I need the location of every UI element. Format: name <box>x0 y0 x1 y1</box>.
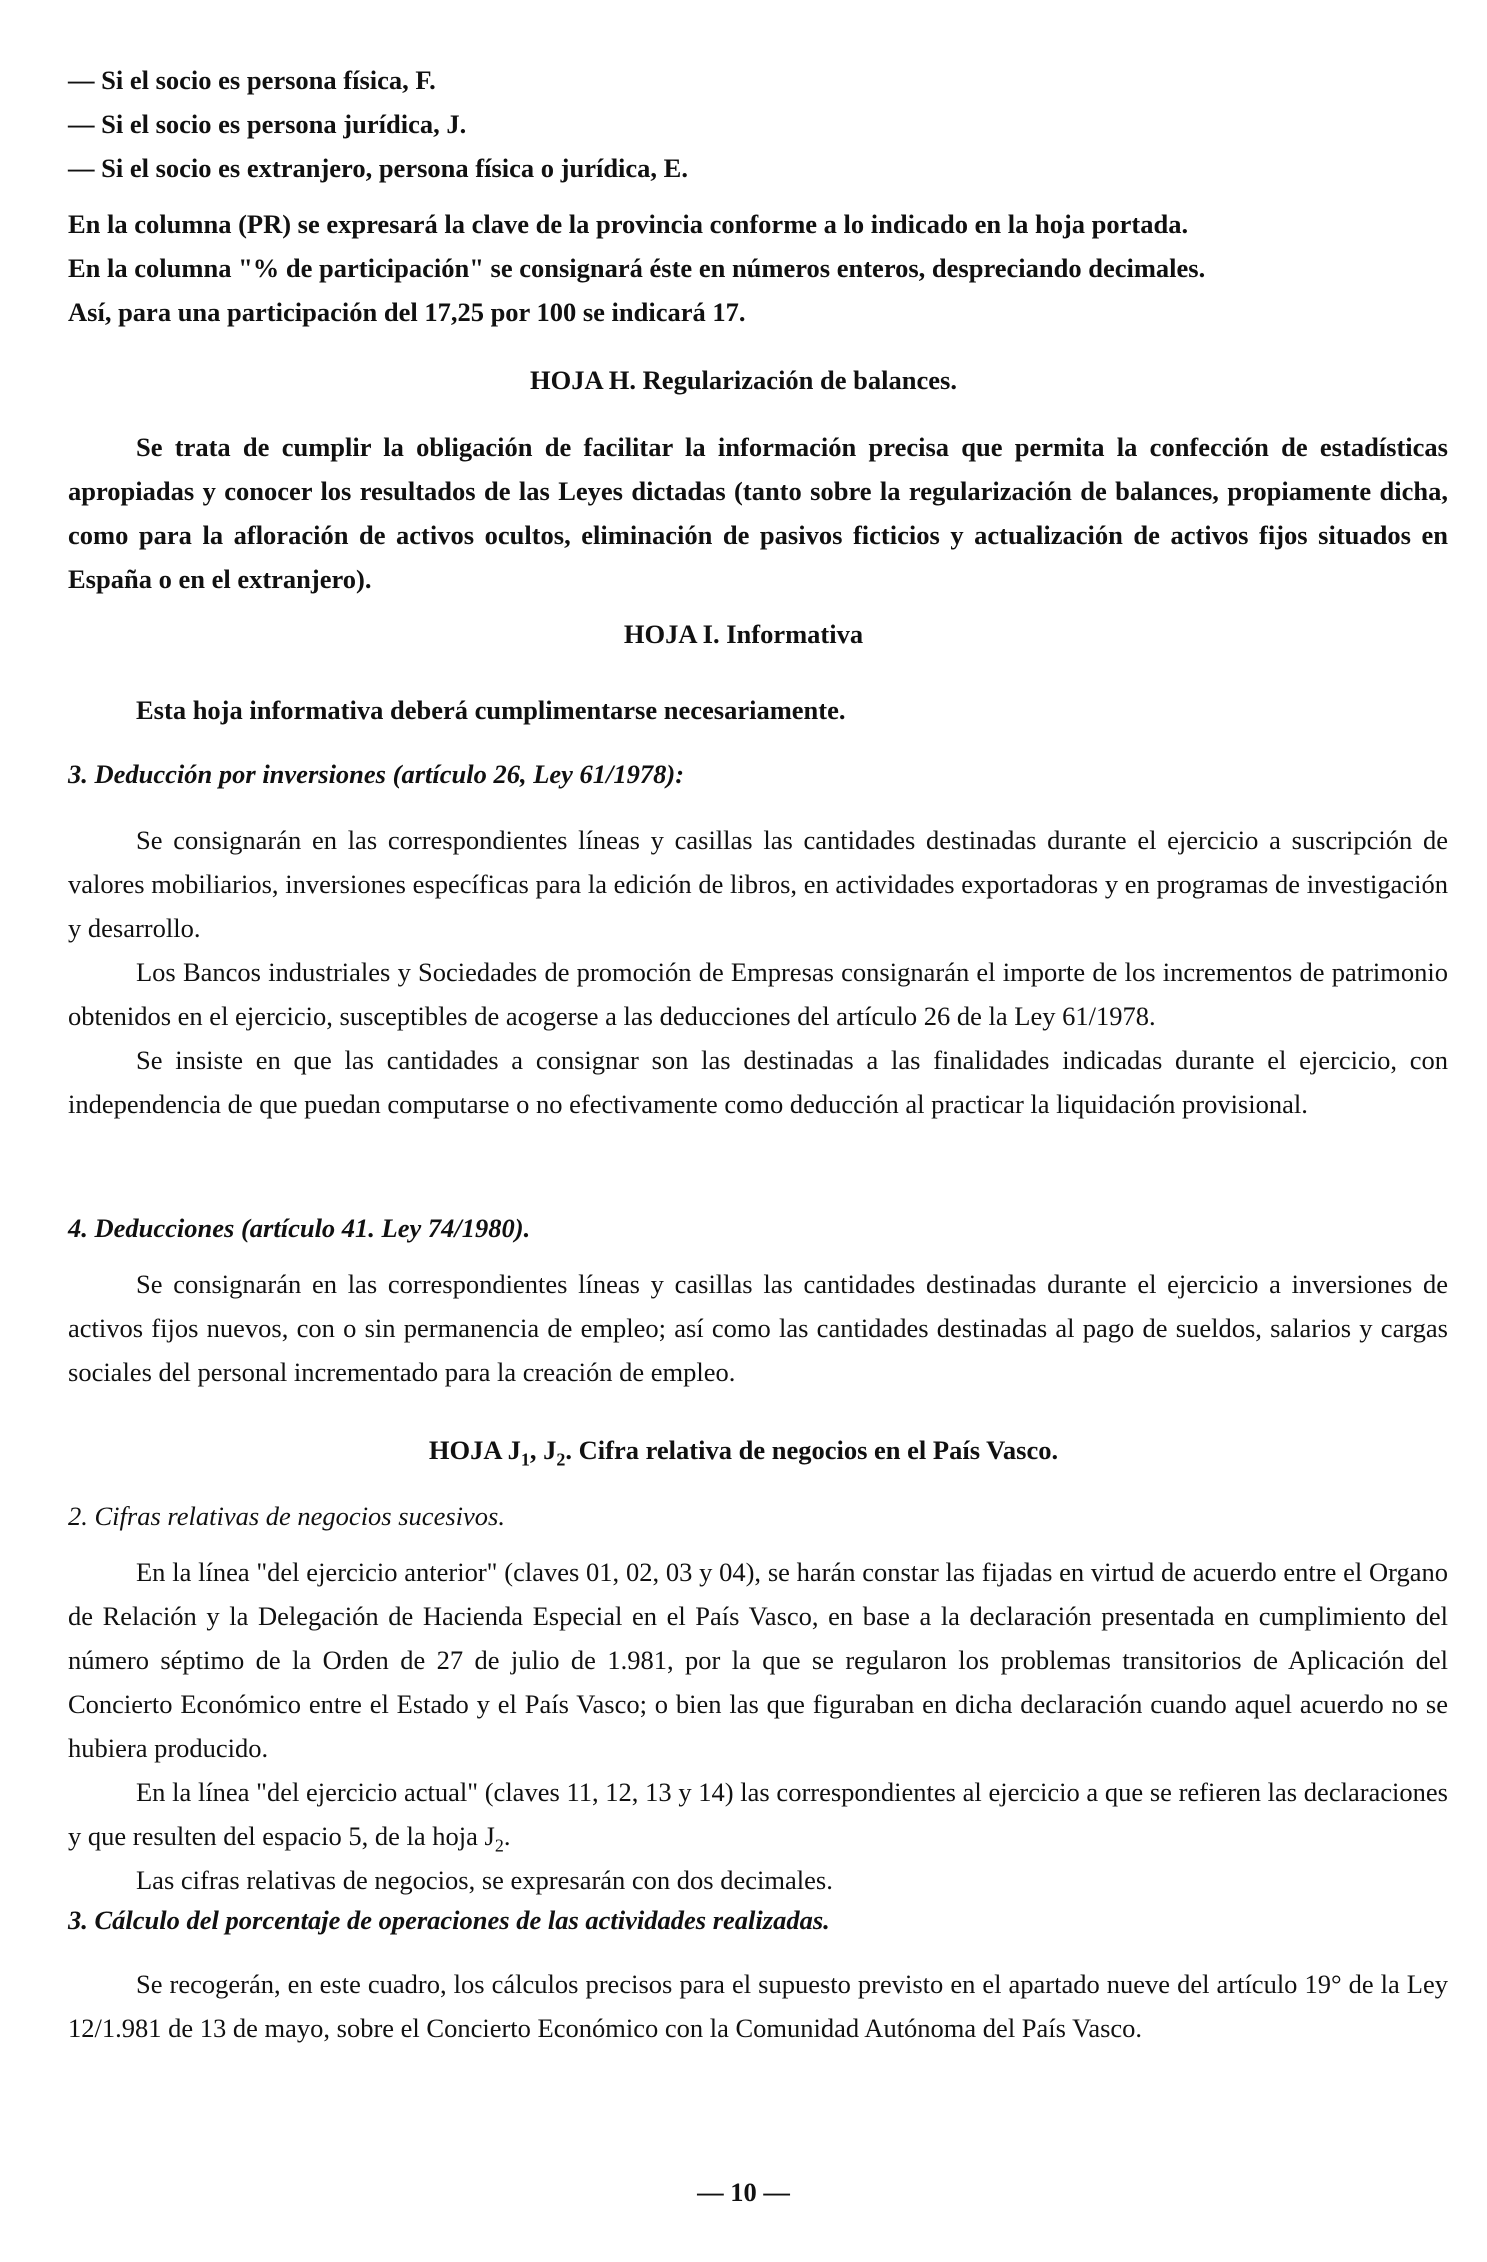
section-2-body <box>68 1550 1448 1902</box>
section-3-paragraph-2: Los Bancos industriales y Sociedades de promoción de Empresas consignarán el importe de los incrementos de patrimonio obtenidos en el ejercicio, susceptibles de acogerse a las deducciones del artículo 26 de la Ley 61/1978. <box>68 957 1448 1031</box>
section-4-heading: 4. Deducciones (artículo 41. Ley 74/1980). <box>68 1213 531 1243</box>
hoja-i-paragraph: Esta hoja informativa deberá cumplimentarse necesariamente. <box>136 695 846 725</box>
page-number: — 10 — <box>697 2177 790 2207</box>
list-item: — Si el socio es persona jurídica, J. <box>68 109 467 139</box>
list-item: — Si el socio es extranjero, persona física o jurídica, E. <box>68 153 688 183</box>
section-2-paragraph-2: En la línea "del ejercicio actual" (claves 11, 12, 13 y 14) las correspondientes al ejercicio a que se refieren las declaraciones y que resulten del espacio 5, de la hoja $J_2$. <box>68 1777 1448 1856</box>
hoja-i-heading: HOJA I. Informativa <box>623 619 864 649</box>
hoja-j-heading: HOJA $J_1$, $J_2$. Cifra relativa de negocios en el País Vasco. <box>428 1435 1059 1470</box>
hoja-h-heading: HOJA H. Regularización de balances. <box>530 365 957 395</box>
section-3-heading: 3. Deducción por inversiones (artículo 26, Ley 61/1978): <box>68 759 685 789</box>
section-2-paragraph-3: Las cifras relativas de negocios, se expresarán con dos decimales. <box>136 1865 833 1895</box>
section-3-body <box>68 818 1448 1126</box>
paragraph-participation: En la columna "% de participación" se consignará éste en números enteros, despreciando decimales. <box>68 253 1206 283</box>
hoja-h-paragraph: Se trata de cumplir la obligación de facilitar la información precisa que permita la confección de estadísticas apropiadas y conocer los resultados de las Leyes dictadas (tanto sobre la regularización de balances, propiamente dicha, como para la afloración de activos ocultos, eliminación de pasivos ficticios y actualización de activos fijos situados en España o en el extranjero). <box>68 432 1448 594</box>
section-3-paragraph-3: Se insiste en que las cantidades a consignar son las destinadas a las finalidades indicadas durante el ejercicio, con independencia de que puedan computarse o no efectivamente como deducción al practicar la liquidación provisional. <box>68 1045 1448 1119</box>
section-3b-paragraph: Se recogerán, en este cuadro, los cálculos precisos para el supuesto previsto en el apartado nueve del artículo 19° de la Ley 12/1.981 de 13 de mayo, sobre el Concierto Económico con la Comunidad Autónoma del País Vasco. <box>68 1969 1448 2043</box>
list-item: — Si el socio es persona física, F. <box>68 65 436 95</box>
section-3b-heading: 3. Cálculo del porcentaje de operaciones de las actividades realizadas. <box>68 1905 830 1935</box>
socio-type-list <box>68 58 1448 190</box>
section-2-paragraph-1: En la línea "del ejercicio anterior" (claves 01, 02, 03 y 04), se harán constar las fijadas en virtud de acuerdo entre el Organo de Relación y la Delegación de Hacienda Especial en el País Vasco, en base a la declaración presentada en cumplimiento del número séptimo de la Orden de 27 de julio de 1.981, por la que se regularon los problemas transitorios de Aplicación del Concierto Económico entre el Estado y el País Vasco; o bien las que figuraban en dicha declaración cuando aquel acuerdo no se hubiera producido. <box>68 1557 1448 1763</box>
paragraph-participation-example: Así, para una participación del 17,25 por 100 se indicará 17. <box>68 297 746 327</box>
paragraph-pr: En la columna (PR) se expresará la clave de la provincia conforme a lo indicado en la hoja portada. <box>68 209 1189 239</box>
section-3-paragraph-1: Se consignarán en las correspondientes líneas y casillas las cantidades destinadas durante el ejercicio a suscripción de valores mobiliarios, inversiones específicas para la edición de libros, en actividades exportadoras y en programas de investigación y desarrollo. <box>68 825 1448 943</box>
section-2-heading: 2. Cifras relativas de negocios sucesivos. <box>68 1501 505 1531</box>
section-4-paragraph: Se consignarán en las correspondientes líneas y casillas las cantidades destinadas durante el ejercicio a inversiones de activos fijos nuevos, con o sin permanencia de empleo; así como las cantidades destinadas al pago de sueldos, salarios y cargas sociales del personal incrementado para la creación de empleo. <box>68 1269 1448 1387</box>
